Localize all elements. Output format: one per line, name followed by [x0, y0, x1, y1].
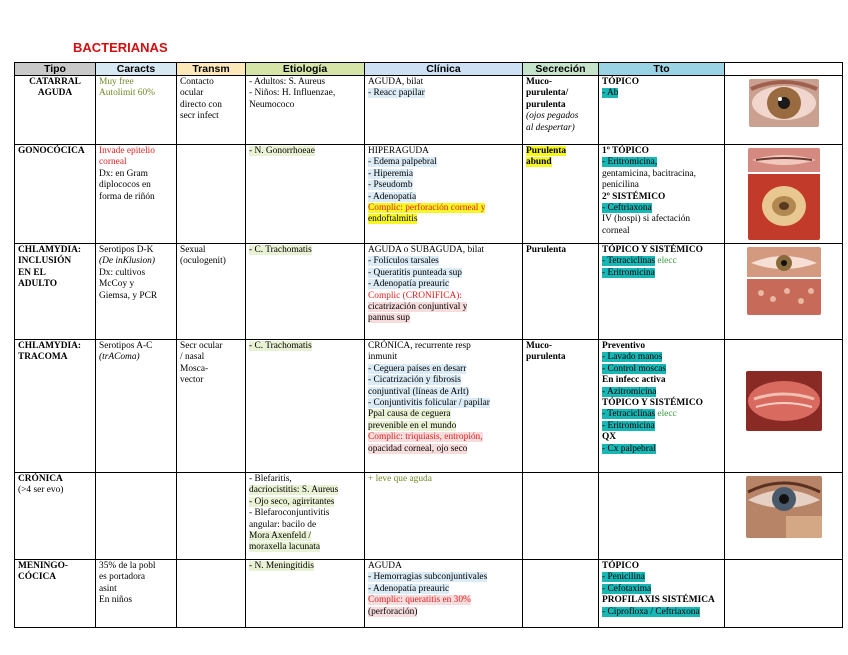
cell-secrecion: Purulenta abund	[523, 145, 599, 244]
cell-clinica: CRÓNICA, recurrente resp inmunit - Ceguera países en desarr - Cicatrización y fibrosis conjuntival (líneas de Arlt) - Conjuntivitis folicular / papilar Ppal causa de ceguera prevenible en el mundo Complic: triquiasis, entropión, opacidad corneal, ojo seco	[365, 340, 523, 473]
cell-transm: Secr ocular / nasal Mosca- vector	[177, 340, 246, 473]
header-transm: Transm	[177, 63, 246, 76]
cell-tto: 1º TÓPICO - Eritromicina, gentamicina, bacitracina, penicilina 2º SISTÉMICO - Ceftriaxona IV (hospi) si afectación corneal	[599, 145, 725, 244]
cell-tto: TÓPICO Y SISTÉMICO - Tetraciclinas elecc - Eritromicina	[599, 244, 725, 340]
cell-caracts: 35% de la pobl es portadora asint En niños	[96, 560, 177, 628]
cell-caracts: Serotipos D-K (De inKlusion) Dx: cultivos McCoy y Giemsa, y PCR	[96, 244, 177, 340]
eyelid-photo-tracoma	[746, 371, 822, 431]
bacterial-conjunctivitis-table	[14, 62, 843, 628]
cell-secrecion: Purulenta	[523, 244, 599, 340]
table-row	[15, 340, 843, 473]
header-clinica: Clínica	[365, 63, 523, 76]
cell-tipo: GONOCÓCICA	[15, 145, 96, 244]
cell-caracts	[96, 473, 177, 560]
cell-secrecion	[523, 473, 599, 560]
cell-transm	[177, 560, 246, 628]
header-tto: Tto	[599, 63, 725, 76]
table-row	[15, 473, 843, 560]
cell-etiologia: - C. Trachomatis	[246, 244, 365, 340]
cell-secrecion: Muco- purulenta	[523, 340, 599, 473]
header-row	[15, 63, 843, 76]
cell-clinica: AGUDA, bilat - Reacc papilar	[365, 76, 523, 145]
cell-caracts: Muy free Autolimit 60%	[96, 76, 177, 145]
cell-image	[725, 340, 843, 473]
header-caracts: Caracts	[96, 63, 177, 76]
table-row	[15, 560, 843, 628]
cell-etiologia: - Adultos: S. Aureus - Niños: H. Influenzae, Neumococo	[246, 76, 365, 145]
eye-photo-cronica	[746, 476, 822, 538]
table-row	[15, 76, 843, 145]
cell-clinica: AGUDA o SUBAGUDA, bilat - Folículos tarsales - Queratitis punteada sup - Adenopatía preauric Complic (CRONIFICA): cicatrización conjuntival y pannus sup	[365, 244, 523, 340]
cell-etiologia: - Blefaritis, dacriocistitis: S. Aureus - Ojo seco, agirritantes - Blefaroconjuntivitis angular: bacilo de Mora Axenfeld / moraxella lacunata	[246, 473, 365, 560]
cell-caracts: Serotipos A-C (trAComa)	[96, 340, 177, 473]
cell-secrecion: Muco- purulenta/ purulenta (ojos pegados al despertar)	[523, 76, 599, 145]
cell-etiologia: - C. Trachomatis	[246, 340, 365, 473]
cell-image	[725, 76, 843, 145]
cell-clinica: AGUDA - Hemorragias subconjuntivales - Adenopatía preauric Complic: queratitis en 30% (perforación)	[365, 560, 523, 628]
cell-image	[725, 560, 843, 628]
cell-caracts: Invade epitelio corneal Dx: en Gram diplococos en forma de riñón	[96, 145, 177, 244]
cell-tto: Preventivo - Lavado manos - Control moscas En infecc activa - Azitromicina TÓPICO Y SISTÉMICO - Tetraciclinas elecc - Eritromicina QX - Cx palpebral	[599, 340, 725, 473]
cell-transm	[177, 145, 246, 244]
table-row	[15, 145, 843, 244]
cell-tipo: CHLAMYDIA: TRACOMA	[15, 340, 96, 473]
header-image	[725, 63, 843, 76]
cell-tto	[599, 473, 725, 560]
cell-transm: Sexual (oculogenit)	[177, 244, 246, 340]
cell-clinica: HIPERAGUDA - Edema palpebral - Hiperemia - Pseudomb - Adenopatía Complic: perforación corneal y endoftalmitis	[365, 145, 523, 244]
page-title: BACTERIANAS	[73, 40, 168, 55]
cell-image	[725, 244, 843, 340]
cell-tto: TÓPICO - Ab	[599, 76, 725, 145]
table-row	[15, 244, 843, 340]
cell-etiologia: - N. Meningitidis	[246, 560, 365, 628]
cell-transm	[177, 473, 246, 560]
header-etiologia: Etiología	[246, 63, 365, 76]
eye-photo-catarral	[749, 79, 819, 127]
cell-tto: TÓPICO - Penicilina - Cefotaxima PROFILAXIS SISTÉMICA - Ciprofloxa / Ceftriaxona	[599, 560, 725, 628]
cell-transm: Contacto ocular directo con secr infect	[177, 76, 246, 145]
header-tipo: Tipo	[15, 63, 96, 76]
cell-tipo: CRÓNICA (>4 ser evo)	[15, 473, 96, 560]
cell-secrecion	[523, 560, 599, 628]
cell-image	[725, 473, 843, 560]
cell-etiologia: - N. Gonorrhoeae	[246, 145, 365, 244]
cell-image	[725, 145, 843, 244]
cell-clinica: + leve que aguda	[365, 473, 523, 560]
header-secrecion: Secreción	[523, 63, 599, 76]
cell-tipo: MENINGO- CÓCICA	[15, 560, 96, 628]
cell-tipo: CATARRAL AGUDA	[15, 76, 96, 145]
cell-tipo: CHLAMYDIA: INCLUSIÓN EN EL ADULTO	[15, 244, 96, 340]
eye-photo-inclusion	[747, 247, 821, 315]
eye-photo-gonococica	[748, 148, 820, 240]
